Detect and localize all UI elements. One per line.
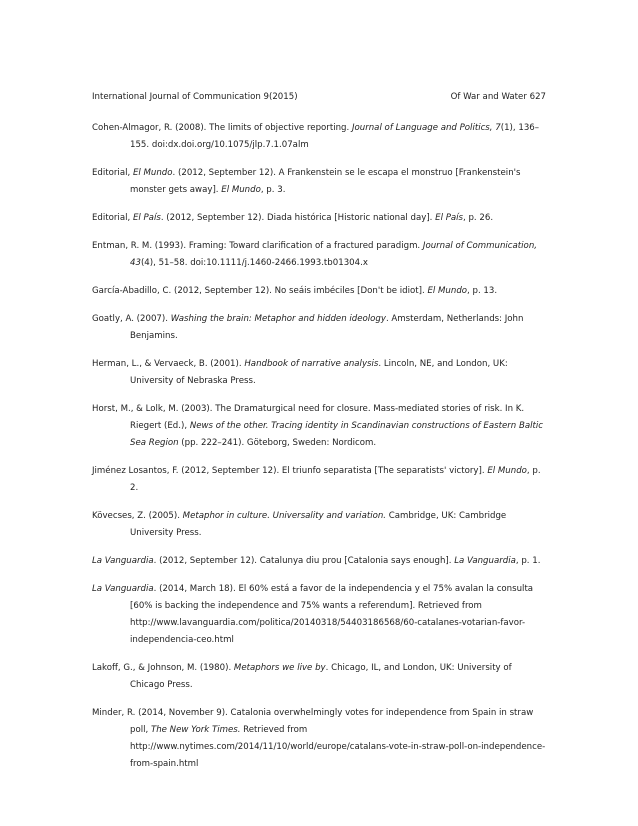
reference-text: , p. 13.: [467, 286, 498, 296]
italic-title: La Vanguardia: [92, 584, 154, 594]
italic-title: El Mundo: [487, 466, 527, 476]
reference-text: , p. 26.: [463, 213, 494, 223]
italic-title: El Mundo: [427, 286, 468, 296]
running-header: [92, 91, 546, 103]
reference-text: . (2012, September 12). A Frankenstein se le escapa el monstruo [Frankenstein's monster gets away].: [130, 168, 521, 195]
journal-citation: International Journal of Communication 9(2015): [92, 92, 298, 102]
reference-text: Entman, R. M. (1993). Framing: Toward clarification of a fractured paradigm.: [92, 241, 423, 251]
reference-text: . (2012, September 12). Catalunya diu prou [Catalonia says enough].: [153, 556, 455, 566]
reference-text: , p. 3.: [260, 185, 286, 195]
reference-text: Cambridge, UK: Cambridge University Press.: [130, 511, 507, 538]
reference-entry: [92, 401, 546, 452]
reference-entry: [92, 238, 546, 272]
reference-text: (1), 136–155. doi:dx.doi.org/10.1075/jlp.7.1.07alm: [130, 123, 540, 150]
italic-title: El Mundo: [221, 185, 261, 195]
reference-text: (pp. 222–241). Göteborg, Sweden: Nordicom.: [178, 438, 377, 448]
reference-entry: [92, 165, 546, 199]
reference-text: . Lincoln, NE, and London, UK: University of Nebraska Press.: [130, 359, 508, 386]
reference-text: Lakoff, G., & Johnson, M. (1980).: [92, 663, 234, 673]
italic-title: The New York Times.: [150, 725, 241, 735]
reference-text: Kövecses, Z. (2005).: [92, 511, 183, 521]
reference-text: , p. 2.: [130, 466, 541, 493]
reference-text: Goatly, A. (2007).: [92, 314, 171, 324]
reference-entry: [92, 283, 546, 300]
italic-title: Journal of Language and Politics, 7: [351, 123, 501, 133]
reference-text: Retrieved from http://www.nytimes.com/2014/11/10/world/europe/catalans-vote-in-straw-poll-on-independence-from-spain.html: [130, 725, 546, 769]
italic-title: Washing the brain: Metaphor and hidden ideology: [170, 314, 386, 324]
reference-text: . (2014, March 18). El 60% está a favor de la independencia y el 75% avalan la consulta [60% is backing the independence and 75% wants a referendum]. Retrieved from http://www.lavanguardia.com/politica/20140318/54403186568/60-catalanes-votarian-favor-independencia-ceo.html: [130, 584, 534, 645]
reference-text: Editorial,: [92, 168, 133, 178]
reference-text: Minder, R. (2014, November 9). Catalonia overwhelmingly votes for independence from Spain in straw poll,: [92, 708, 534, 735]
italic-title: Journal of Communication, 43: [130, 241, 537, 268]
reference-text: , p. 1.: [515, 556, 541, 566]
reference-entry: [92, 463, 546, 497]
reference-text: Editorial,: [92, 213, 133, 223]
reference-text: Jiménez Losantos, F. (2012, September 12). El triunfo separatista [The separatists' victory].: [92, 466, 488, 476]
article-title-page-number: Of War and Water 627: [450, 92, 546, 102]
reference-list: [92, 120, 546, 784]
italic-title: News of the other. Tracing identity in Scandinavian constructions of Eastern Baltic Sea Region: [130, 421, 544, 448]
italic-title: El Mundo: [132, 168, 173, 178]
italic-title: Handbook of narrative analysis: [244, 359, 379, 369]
italic-title: Metaphor in culture. Universality and variation.: [182, 511, 387, 521]
reference-text: . Chicago, IL, and London, UK: University of Chicago Press.: [130, 663, 512, 690]
reference-entry: [92, 508, 546, 542]
reference-text: García-Abadillo, C. (2012, September 12). No seáis imbéciles [Don't be idiot].: [92, 286, 428, 296]
reference-entry: [92, 311, 546, 345]
reference-entry: [92, 581, 546, 649]
reference-entry: [92, 120, 546, 154]
reference-entry: [92, 660, 546, 694]
italic-title: El País: [132, 213, 161, 223]
reference-text: . Amsterdam, Netherlands: John Benjamins.: [130, 314, 524, 341]
reference-text: Horst, M., & Lolk, M. (2003). The Dramaturgical need for closure. Mass-mediated stories of risk. In K. Riegert (Ed.),: [92, 404, 525, 431]
reference-entry: [92, 210, 546, 227]
reference-text: . (2012, September 12). Diada histórica [Historic national day].: [160, 213, 436, 223]
italic-title: El País: [435, 213, 464, 223]
reference-text: Herman, L., & Vervaeck, B. (2001).: [92, 359, 245, 369]
italic-title: Metaphors we live by: [233, 663, 326, 673]
italic-title: La Vanguardia: [454, 556, 516, 566]
italic-title: La Vanguardia: [92, 556, 154, 566]
reference-entry: [92, 553, 546, 570]
reference-text: Cohen-Almagor, R. (2008). The limits of objective reporting.: [92, 123, 352, 133]
reference-entry: [92, 356, 546, 390]
reference-text: (4), 51–58. doi:10.1111/j.1460-2466.1993.tb01304.x: [140, 258, 368, 268]
reference-entry: [92, 705, 546, 773]
